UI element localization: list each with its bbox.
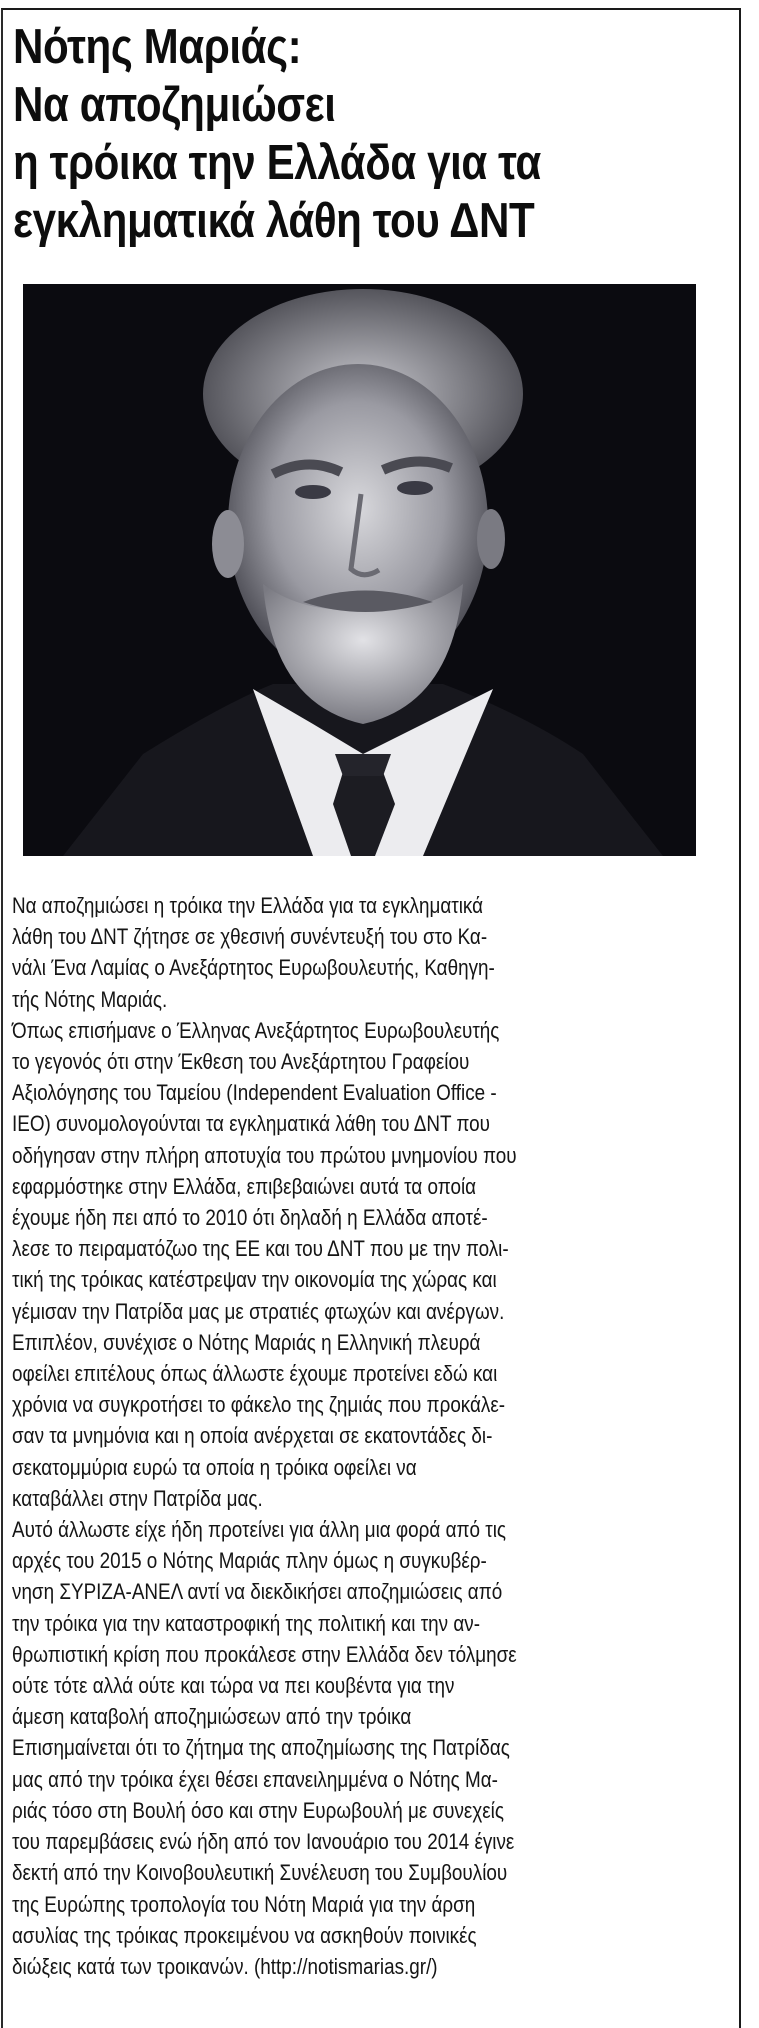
- body-line: ριάς τόσο στη Βουλή όσο και στην Ευρωβουλή με συνεχείς: [12, 1797, 504, 1823]
- body-line: τική της τρόικας κατέστρεψαν την οικονομία της χώρας και: [12, 1267, 497, 1293]
- body-line: θρωπιστική κρίση που προκάλεσε στην Ελλάδα δεν τόλμησε: [12, 1641, 517, 1667]
- body-line: καταβάλλει στην Πατρίδα μας.: [12, 1485, 263, 1511]
- headline: [13, 18, 759, 250]
- body-line: μας από την τρόικα έχει θέσει επανειλημμένα ο Νότης Μα-: [12, 1766, 498, 1792]
- body-line: χρόνια να συγκροτήσει το φάκελο της ζημιάς που προκάλε-: [12, 1392, 506, 1418]
- body-line: το γεγονός ότι στην Έκθεση του Ανεξάρτητου Γραφείου: [12, 1049, 470, 1075]
- body-line: του παρεμβάσεις ενώ ήδη από τον Ιανουάριο του 2014 έγινε: [12, 1829, 515, 1855]
- body-line: οδήγησαν στην πλήρη αποτυχία του πρώτου μνημονίου που: [12, 1142, 517, 1168]
- body-line: IEO) συνομολογούνται τα εγκληματικά λάθη του ΔΝΤ που: [12, 1111, 491, 1137]
- body-line: ούτε τότε αλλά ούτε και τώρα να πει κουβέντα για την: [12, 1673, 455, 1699]
- body-line: αρχές του 2015 ο Νότης Μαριάς πλην όμως η συγκυβέρ-: [12, 1548, 487, 1574]
- body-line: Όπως επισήμανε ο Έλληνας Ανεξάρτητος Ευρωβουλευτής: [12, 1017, 500, 1043]
- body-line: τής Νότης Μαριάς.: [12, 986, 168, 1012]
- body-line: της Ευρώπης τροπολογία του Νότη Μαριά για την άρση: [12, 1891, 476, 1917]
- headline-line: Να αποζημιώσει: [13, 78, 336, 132]
- body-line: οφείλει επιτέλους όπως άλλωστε έχουμε προτείνει εδώ και: [12, 1361, 498, 1387]
- body-line: την τρόικα για την καταστροφική της πολιτική και την αν-: [12, 1610, 480, 1636]
- body-line: δεκτή από την Κοινοβουλευτική Συνέλευση του Συμβουλίου: [12, 1860, 508, 1886]
- headline-line: Νότης Μαριάς:: [13, 20, 302, 74]
- body-line: εφαρμόστηκε στην Ελλάδα, επιβεβαιώνει αυτά τα οποία: [12, 1173, 477, 1199]
- body-line: άμεση καταβολή αποζημιώσεων από την τρόικα: [12, 1704, 412, 1730]
- body-line: λεσε το πειραματόζωο της ΕΕ και του ΔΝΤ που με την πολι-: [12, 1236, 509, 1262]
- portrait-photo-icon: [23, 284, 696, 856]
- body-line: σαν τα μνημόνια και η οποία ανέρχεται σε εκατοντάδες δι-: [12, 1423, 493, 1449]
- body-line: Αξιολόγησης του Ταμείου (Independent Evaluation Office -: [12, 1080, 497, 1106]
- headline-line: η τρόικα την Ελλάδα για τα: [13, 136, 541, 190]
- body-line: ασυλίας της τρόικας προκειμένου να ασκηθούν ποινικές: [12, 1922, 477, 1948]
- body-line: νάλι Ένα Λαμίας ο Ανεξάρτητος Ευρωβουλευτής, Καθηγη-: [12, 955, 495, 981]
- body-line: Αυτό άλλωστε είχε ήδη προτείνει για άλλη μια φορά από τις: [12, 1517, 506, 1543]
- headline-line: εγκληματικά λάθη του ΔΝΤ: [13, 194, 535, 248]
- article-body: [12, 890, 716, 1982]
- body-line: Επισημαίνεται ότι το ζήτημα της αποζημίωσης της Πατρίδας: [12, 1735, 510, 1761]
- body-line: γέμισαν την Πατρίδα μας με στρατιές φτωχών και ανέργων.: [12, 1298, 505, 1324]
- body-line: Να αποζημιώσει η τρόικα την Ελλάδα για τα εγκληματικά: [12, 893, 484, 918]
- body-line: έχουμε ήδη πει από το 2010 ότι δηλαδή η Ελλάδα αποτέ-: [12, 1205, 488, 1231]
- body-line: λάθη του ΔΝΤ ζήτησε σε χθεσινή συνέντευξή του στο Κα-: [12, 924, 488, 950]
- body-line: Επιπλέον, συνέχισε ο Νότης Μαριάς η Ελληνική πλευρά: [12, 1329, 481, 1355]
- portrait-photo: [23, 284, 696, 856]
- body-line: νηση ΣΥΡΙΖΑ-ΑΝΕΛ αντί να διεκδικήσει αποζημιώσεις από: [12, 1579, 503, 1605]
- body-line: σεκατομμύρια ευρώ τα οποία η τρόικα οφείλει να: [12, 1454, 417, 1480]
- source-link: διώξεις κατά των τροικανών. (http://notismarias.gr/): [12, 1953, 438, 1979]
